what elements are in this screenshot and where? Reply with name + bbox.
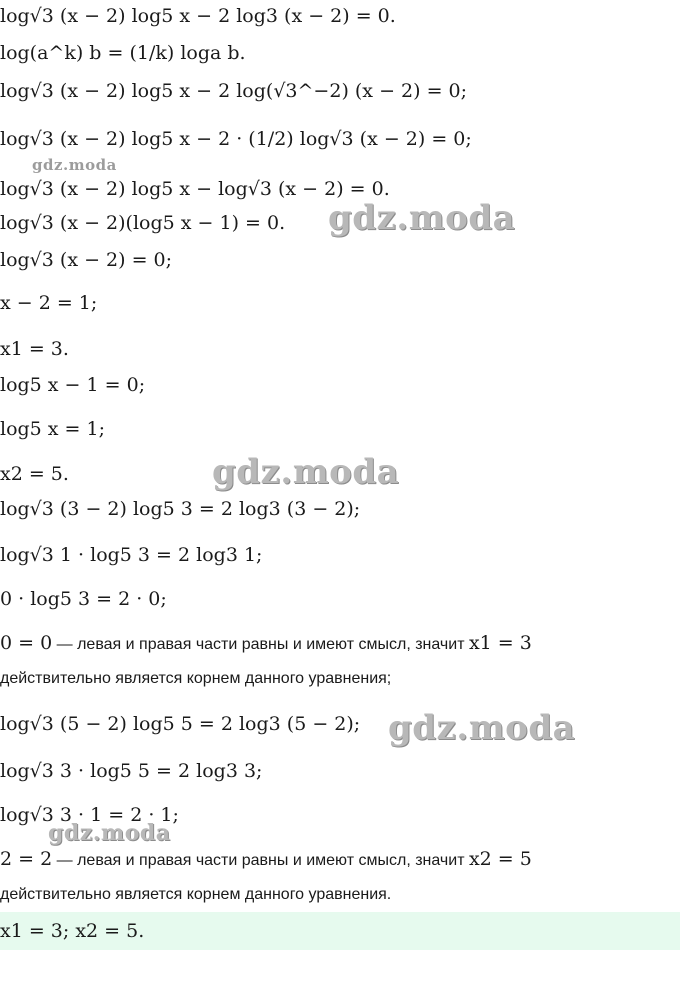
check-math-end: x1 = 3 (468, 632, 532, 654)
root-line-2: x2 = 5. (0, 463, 69, 485)
root-line-1: x1 = 3. (0, 338, 69, 360)
check-line-3: 0 · log5 3 = 2 · 0; (0, 588, 167, 610)
equation-line-4: log√3 (x − 2) log5 x − 2 · (1/2) log√3 (x − 2) = 0; (0, 128, 472, 150)
equation-line-5: log√3 (x − 2) log5 x − log√3 (x − 2) = 0. (0, 178, 390, 200)
check-conclusion-2 (0, 848, 532, 870)
check-continuation-2: действительно является корнем данного уравнения. (0, 886, 392, 903)
watermark-logo: gdz.moda (328, 198, 516, 238)
check-math-start: 0 = 0 (0, 632, 53, 654)
equation-line-10: log5 x − 1 = 0; (0, 374, 146, 396)
equation-line-6: log√3 (x − 2)(log5 x − 1) = 0. (0, 212, 286, 234)
check-line-5: log√3 3 · log5 5 = 2 log3 3; (0, 760, 263, 782)
check-math-start: 2 = 2 (0, 848, 53, 870)
equation-line-1: log√3 (x − 2) log5 x − 2 log3 (x − 2) = 0. (0, 5, 396, 27)
check-continuation-1: действительно является корнем данного уравнения; (0, 670, 392, 687)
check-line-4: log√3 (5 − 2) log5 5 = 2 log3 (5 − 2); (0, 713, 361, 735)
answer-box (0, 912, 680, 950)
property-line: log(a^k) b = (1/k) loga b. (0, 42, 246, 64)
check-conclusion-1 (0, 632, 532, 654)
check-math-end: x2 = 5 (468, 848, 532, 870)
equation-line-8: x − 2 = 1; (0, 292, 98, 314)
watermark-logo: gdz.moda (388, 708, 576, 748)
check-line-6: log√3 3 · 1 = 2 · 1; (0, 804, 179, 826)
answer-text: x1 = 3; x2 = 5. (0, 920, 145, 942)
equation-line-11: log5 x = 1; (0, 418, 106, 440)
check-line-1: log√3 (3 − 2) log5 3 = 2 log3 (3 − 2); (0, 498, 361, 520)
equation-line-7: log√3 (x − 2) = 0; (0, 249, 173, 271)
check-line-2: log√3 1 · log5 3 = 2 log3 1; (0, 544, 263, 566)
equation-line-3: log√3 (x − 2) log5 x − 2 log(√3^−2) (x − 2) = 0; (0, 80, 468, 102)
check-text: — левая и правая части равны и имеют смысл, значит (52, 852, 469, 869)
check-text: — левая и правая части равны и имеют смысл, значит (52, 636, 469, 653)
watermark-logo: gdz.moda (32, 156, 117, 174)
watermark-logo: gdz.moda (48, 820, 171, 846)
watermark-logo: gdz.moda (212, 452, 400, 492)
